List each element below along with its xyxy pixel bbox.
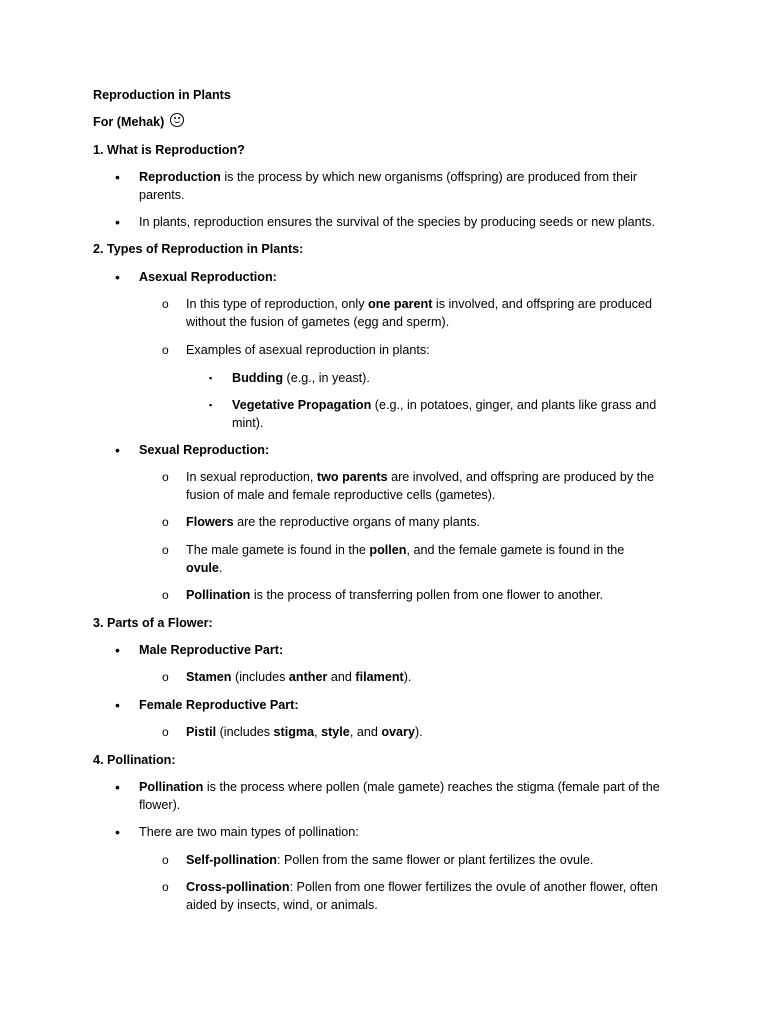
bold-term: stigma <box>273 725 315 739</box>
square-bullet-icon: ▪ <box>209 373 213 383</box>
item-text: , and <box>349 725 382 739</box>
list-item <box>232 369 672 387</box>
item-text: are involved, and offspring are produced by the <box>387 470 655 484</box>
item-text: ). <box>403 670 412 684</box>
bold-term: ovule <box>186 561 219 575</box>
bullet-icon: o <box>162 880 169 894</box>
bullet-icon: • <box>115 642 120 658</box>
item-text: are the reproductive organs of many plants. <box>233 515 481 529</box>
bullet-icon: • <box>115 697 120 713</box>
bold-term: Pistil <box>186 725 217 739</box>
list-item <box>186 668 686 686</box>
bold-term: style <box>321 725 350 739</box>
dedication-line <box>93 113 693 131</box>
list-item: There are two main types of pollination: <box>139 825 359 839</box>
bullet-icon: o <box>162 670 169 684</box>
bullet-icon: • <box>115 779 120 795</box>
item-text: ). <box>414 725 423 739</box>
section-heading-1: 1. What is Reproduction? <box>93 143 245 157</box>
item-text: : Pollen from the same flower or plant fertilizes the ovule. <box>276 853 594 867</box>
bullet-icon: • <box>115 214 120 230</box>
smiling-face-icon <box>170 113 184 127</box>
dedication-text: For (Mehak) <box>93 115 165 129</box>
list-item <box>232 396 672 432</box>
item-text: is the process by which new organisms (offspring) are produced from their <box>220 170 638 184</box>
bullet-icon: o <box>162 470 169 484</box>
bullet-icon: o <box>162 515 169 529</box>
subheading-sexual: Sexual Reproduction: <box>139 443 270 457</box>
list-item <box>139 778 684 814</box>
item-text: fusion of male and female reproductive cells (gametes). <box>186 488 496 502</box>
bold-term: Reproduction <box>139 170 221 184</box>
item-text: aided by insects, wind, or animals. <box>186 898 378 912</box>
bold-term: Self-pollination <box>186 853 277 867</box>
item-text: In this type of reproduction, only <box>186 297 369 311</box>
bullet-icon: • <box>115 269 120 285</box>
item-text: without the fusion of gametes (egg and sperm). <box>186 315 450 329</box>
bold-term: pollen <box>369 543 407 557</box>
bullet-icon: o <box>162 543 169 557</box>
bold-term: Pollination <box>186 588 251 602</box>
bold-term: Stamen <box>186 670 232 684</box>
list-item <box>186 295 686 331</box>
list-item: In plants, reproduction ensures the survival of the species by producing seeds or new plants. <box>139 215 655 229</box>
bullet-icon: • <box>115 824 120 840</box>
item-text: , and the female gamete is found in the <box>406 543 625 557</box>
item-text: is the process where pollen (male gamete) reaches the stigma (female part of the <box>203 780 660 794</box>
bold-term: Cross-pollination <box>186 880 290 894</box>
item-text: The male gamete is found in the <box>186 543 370 557</box>
bullet-icon: o <box>162 725 169 739</box>
item-text: parents. <box>139 188 185 202</box>
item-text: is the process of transferring pollen from one flower to another. <box>250 588 604 602</box>
list-item <box>186 541 686 577</box>
square-bullet-icon: ▪ <box>209 400 213 410</box>
list-item <box>186 723 686 741</box>
bullet-icon: o <box>162 853 169 867</box>
list-item <box>186 878 686 914</box>
bold-term: ovary <box>381 725 415 739</box>
item-text: flower). <box>139 798 181 812</box>
bullet-icon: • <box>115 442 120 458</box>
bullet-icon: o <box>162 343 169 357</box>
section-heading-4: 4. Pollination: <box>93 753 176 767</box>
bold-term: one parent <box>368 297 433 311</box>
item-text: (e.g., in potatoes, ginger, and plants like grass and <box>371 398 657 412</box>
item-text: (includes <box>231 670 289 684</box>
item-text: . <box>218 561 223 575</box>
item-text: is involved, and offspring are produced <box>432 297 653 311</box>
list-item <box>186 851 686 869</box>
item-text: mint). <box>232 416 264 430</box>
list-item <box>186 468 686 504</box>
document-title: Reproduction in Plants <box>93 88 231 102</box>
item-text: (includes <box>216 725 274 739</box>
list-item: Examples of asexual reproduction in plants: <box>186 343 430 357</box>
section-heading-3: 3. Parts of a Flower: <box>93 616 213 630</box>
item-text: (e.g., in yeast). <box>283 371 370 385</box>
item-text: : Pollen from one flower fertilizes the ovule of another flower, often <box>289 880 658 894</box>
bold-term: Flowers <box>186 515 234 529</box>
bold-term: anther <box>288 670 328 684</box>
item-text: , <box>314 725 322 739</box>
bullet-icon: • <box>115 169 120 185</box>
bold-term: Vegetative Propagation <box>232 398 372 412</box>
list-item <box>186 586 686 604</box>
subheading-male: Male Reproductive Part: <box>139 643 284 657</box>
item-text: and <box>327 670 356 684</box>
bold-term: filament <box>355 670 404 684</box>
list-item <box>139 168 684 204</box>
list-item <box>186 513 686 531</box>
bullet-icon: o <box>162 588 169 602</box>
subheading-asexual: Asexual Reproduction: <box>139 270 277 284</box>
bold-term: Pollination <box>139 780 204 794</box>
item-text: In sexual reproduction, <box>186 470 317 484</box>
section-heading-2: 2. Types of Reproduction in Plants: <box>93 242 304 256</box>
subheading-female: Female Reproductive Part: <box>139 698 299 712</box>
bullet-icon: o <box>162 297 169 311</box>
bold-term: two parents <box>316 470 388 484</box>
bold-term: Budding <box>232 371 284 385</box>
